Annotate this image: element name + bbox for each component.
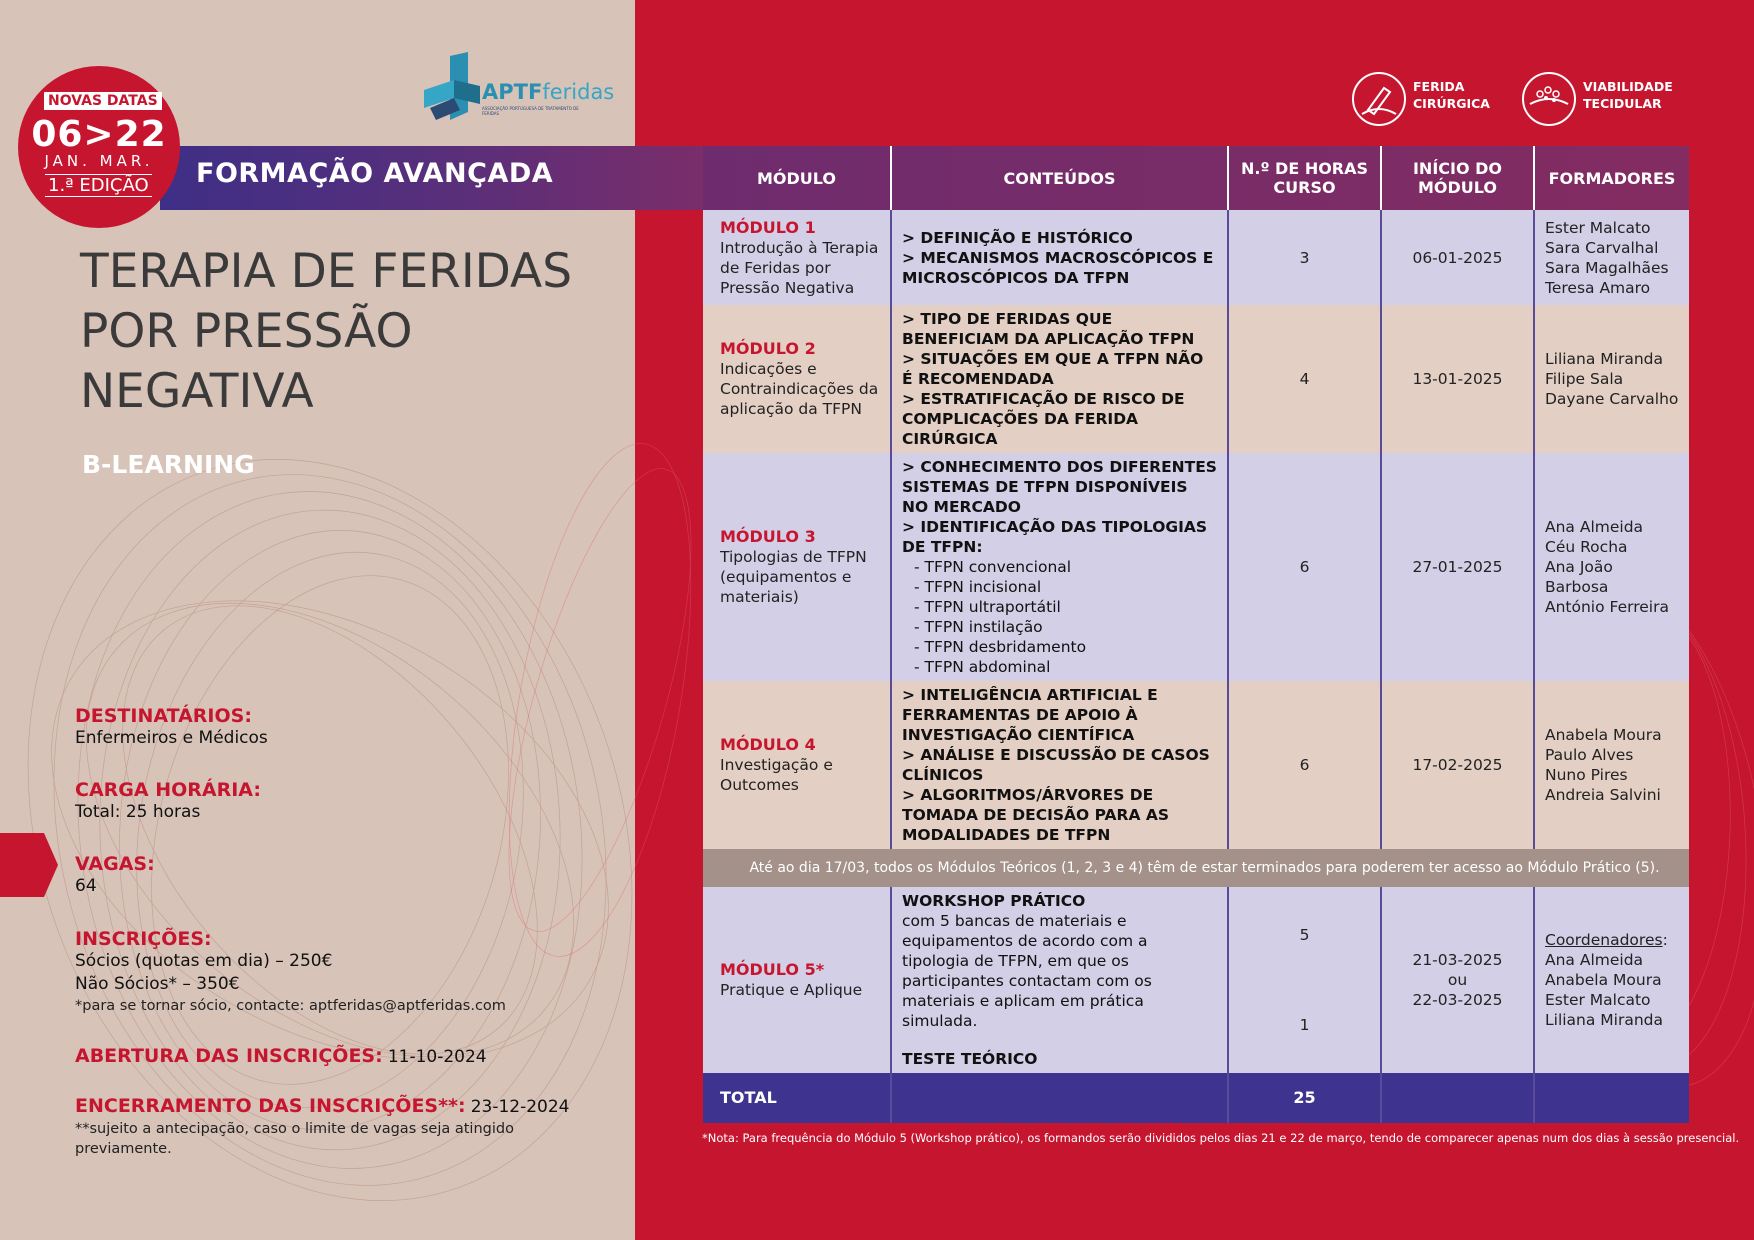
new-dates-badge xyxy=(18,66,180,228)
trainers-cell: Ester Malcato Sara Carvalhal Sara Magalhães Teresa Amaro xyxy=(1534,210,1689,305)
trainers-cell: Anabela Moura Paulo Alves Nuno Pires Andreia Salvini xyxy=(1534,681,1689,849)
footnote: *Nota: Para frequência do Módulo 5 (Workshop prático), os formandos serão divididos pelos dias 21 e 22 de março, tendo de comparecer apenas num dos dias à sessão presencial. xyxy=(702,1131,1740,1145)
badge-edition: 1.ª EDIÇÃO xyxy=(45,174,152,197)
total-hours: 25 xyxy=(1228,1073,1381,1123)
table-row xyxy=(703,210,1689,305)
aptf-logo xyxy=(420,50,615,126)
col-header-inicio: INÍCIO DO MÓDULO xyxy=(1381,146,1534,210)
table-header-row xyxy=(703,146,1689,210)
total-label: TOTAL xyxy=(703,1073,891,1123)
module-cell: MÓDULO 4 Investigação e Outcomes xyxy=(703,681,891,849)
trainers-cell: Coordenadores: Ana Almeida Anabela Moura Ester Malcato Liliana Miranda xyxy=(1534,887,1689,1073)
contents-cell: WORKSHOP PRÁTICO com 5 bancas de materiais e equipamentos de acordo com a tipologia de TFPN, em que os participantes contactam com os materiais e aplicam em prática simulada. TESTE TEÓRICO xyxy=(891,887,1228,1073)
module-cell: MÓDULO 1 Introdução à Terapia de Feridas por Pressão Negativa xyxy=(703,210,891,305)
col-header-modulo: MÓDULO xyxy=(756,168,837,188)
table-row xyxy=(703,681,1689,849)
course-title: TERAPIA DE FERIDAS POR PRESSÃO NEGATIVA xyxy=(80,244,573,419)
icon-label-viabilidade: VIABILIDADE TECIDULAR xyxy=(1583,79,1673,111)
icon-label-ferida: FERIDA CIRÚRGICA xyxy=(1413,79,1490,111)
table-row xyxy=(703,453,1689,681)
hours-cell: 3 xyxy=(1228,210,1381,305)
start-cell: 17-02-2025 xyxy=(1381,681,1534,849)
col-header-conteudos: CONTEÚDOS xyxy=(891,146,1228,210)
scalpel-icon xyxy=(1352,72,1406,126)
vagas-block: VAGAS: 64 xyxy=(75,853,155,896)
start-cell: 06-01-2025 xyxy=(1381,210,1534,305)
trainers-cell: Ana Almeida Céu Rocha Ana João Barbosa António Ferreira xyxy=(1534,453,1689,681)
module-cell: MÓDULO 3 Tipologias de TFPN (equipamentos e materiais) xyxy=(703,453,891,681)
badge-label: NOVAS DATAS xyxy=(44,92,162,110)
contents-cell: > TIPO DE FERIDAS QUE BENEFICIAM DA APLICAÇÃO TFPN > SITUAÇÕES EM QUE A TFPN NÃO É RECOMENDADA > ESTRATIFICAÇÃO DE RISCO DE COMPLICAÇÕES DA FERIDA CIRÚRGICA xyxy=(891,305,1228,453)
total-row xyxy=(703,1073,1689,1123)
carga-block: CARGA HORÁRIA: Total: 25 horas xyxy=(75,779,261,822)
logo-subtext: ASSOCIAÇÃO PORTUGUESA DE TRATAMENTO DE FERIDAS xyxy=(482,106,579,116)
logo-text: APTFferidas xyxy=(482,80,615,104)
badge-months: JAN. MAR. xyxy=(44,152,154,170)
abertura-block: ABERTURA DAS INSCRIÇÕES: 11-10-2024 xyxy=(75,1045,487,1067)
prerequisite-note-row xyxy=(703,849,1689,887)
col-header-formadores: FORMADORES xyxy=(1534,146,1689,210)
table-row xyxy=(703,305,1689,453)
badge-dates: 06>22 xyxy=(31,114,167,155)
col-header-horas: N.º DE HORAS CURSO xyxy=(1228,146,1381,210)
logo-mark-icon xyxy=(420,50,490,126)
start-cell: 21-03-2025 ou 22-03-2025 xyxy=(1381,887,1534,1073)
module-cell: MÓDULO 5* Pratique e Aplique xyxy=(703,887,891,1073)
module-cell: MÓDULO 2 Indicações e Contraindicações da aplicação da TFPN xyxy=(703,305,891,453)
table-row xyxy=(703,887,1689,1073)
prerequisite-note: Até ao dia 17/03, todos os Módulos Teóricos (1, 2, 3 e 4) têm de estar terminados para poderem ter acesso ao Módulo Prático (5). xyxy=(703,849,1689,887)
inscricoes-block: INSCRIÇÕES: Sócios (quotas em dia) – 250€ Não Sócios* – 350€ *para se tornar sócio, contacte: aptferidas@aptferidas.com xyxy=(75,928,506,1014)
start-cell: 13-01-2025 xyxy=(1381,305,1534,453)
contents-cell: > INTELIGÊNCIA ARTIFICIAL E FERRAMENTAS DE APOIO À INVESTIGAÇÃO CIENTÍFICA > ANÁLISE E DISCUSSÃO DE CASOS CLÍNICOS > ALGORITMOS/ÁRVORES DE TOMADA DE DECISÃO PARA AS MODALIDADES DE TFPN xyxy=(891,681,1228,849)
start-cell: 27-01-2025 xyxy=(1381,453,1534,681)
encerramento-block: ENCERRAMENTO DAS INSCRIÇÕES**: 23-12-2024 **sujeito a antecipação, caso o limite de vagas seja atingido previamente. xyxy=(75,1095,570,1157)
hours-cell: 5 1 xyxy=(1228,887,1381,1073)
course-mode: B-LEARNING xyxy=(82,450,255,479)
trainers-cell: Liliana Miranda Filipe Sala Dayane Carvalho xyxy=(1534,305,1689,453)
destinatarios-block: DESTINATÁRIOS: Enfermeiros e Médicos xyxy=(75,705,268,748)
hours-cell: 4 xyxy=(1228,305,1381,453)
tissue-icon xyxy=(1522,72,1576,126)
contents-cell: > DEFINIÇÃO E HISTÓRICO > MECANISMOS MACROSCÓPICOS E MICROSCÓPICOS DA TFPN xyxy=(891,210,1228,305)
schedule-table xyxy=(703,146,1689,1123)
hours-cell: 6 xyxy=(1228,681,1381,849)
hours-cell: 6 xyxy=(1228,453,1381,681)
contents-cell: > CONHECIMENTO DOS DIFERENTES SISTEMAS DE TFPN DISPONÍVEIS NO MERCADO > IDENTIFICAÇÃO DAS TIPOLOGIAS DE TFPN: - TFPN convencional - TFPN incisional - TFPN ultraportátil - TFPN instilação - TFPN desbridamento - TFPN abdominal xyxy=(891,453,1228,681)
arrow-tab-icon xyxy=(0,833,58,897)
header-title: FORMAÇÃO AVANÇADA xyxy=(196,158,554,189)
